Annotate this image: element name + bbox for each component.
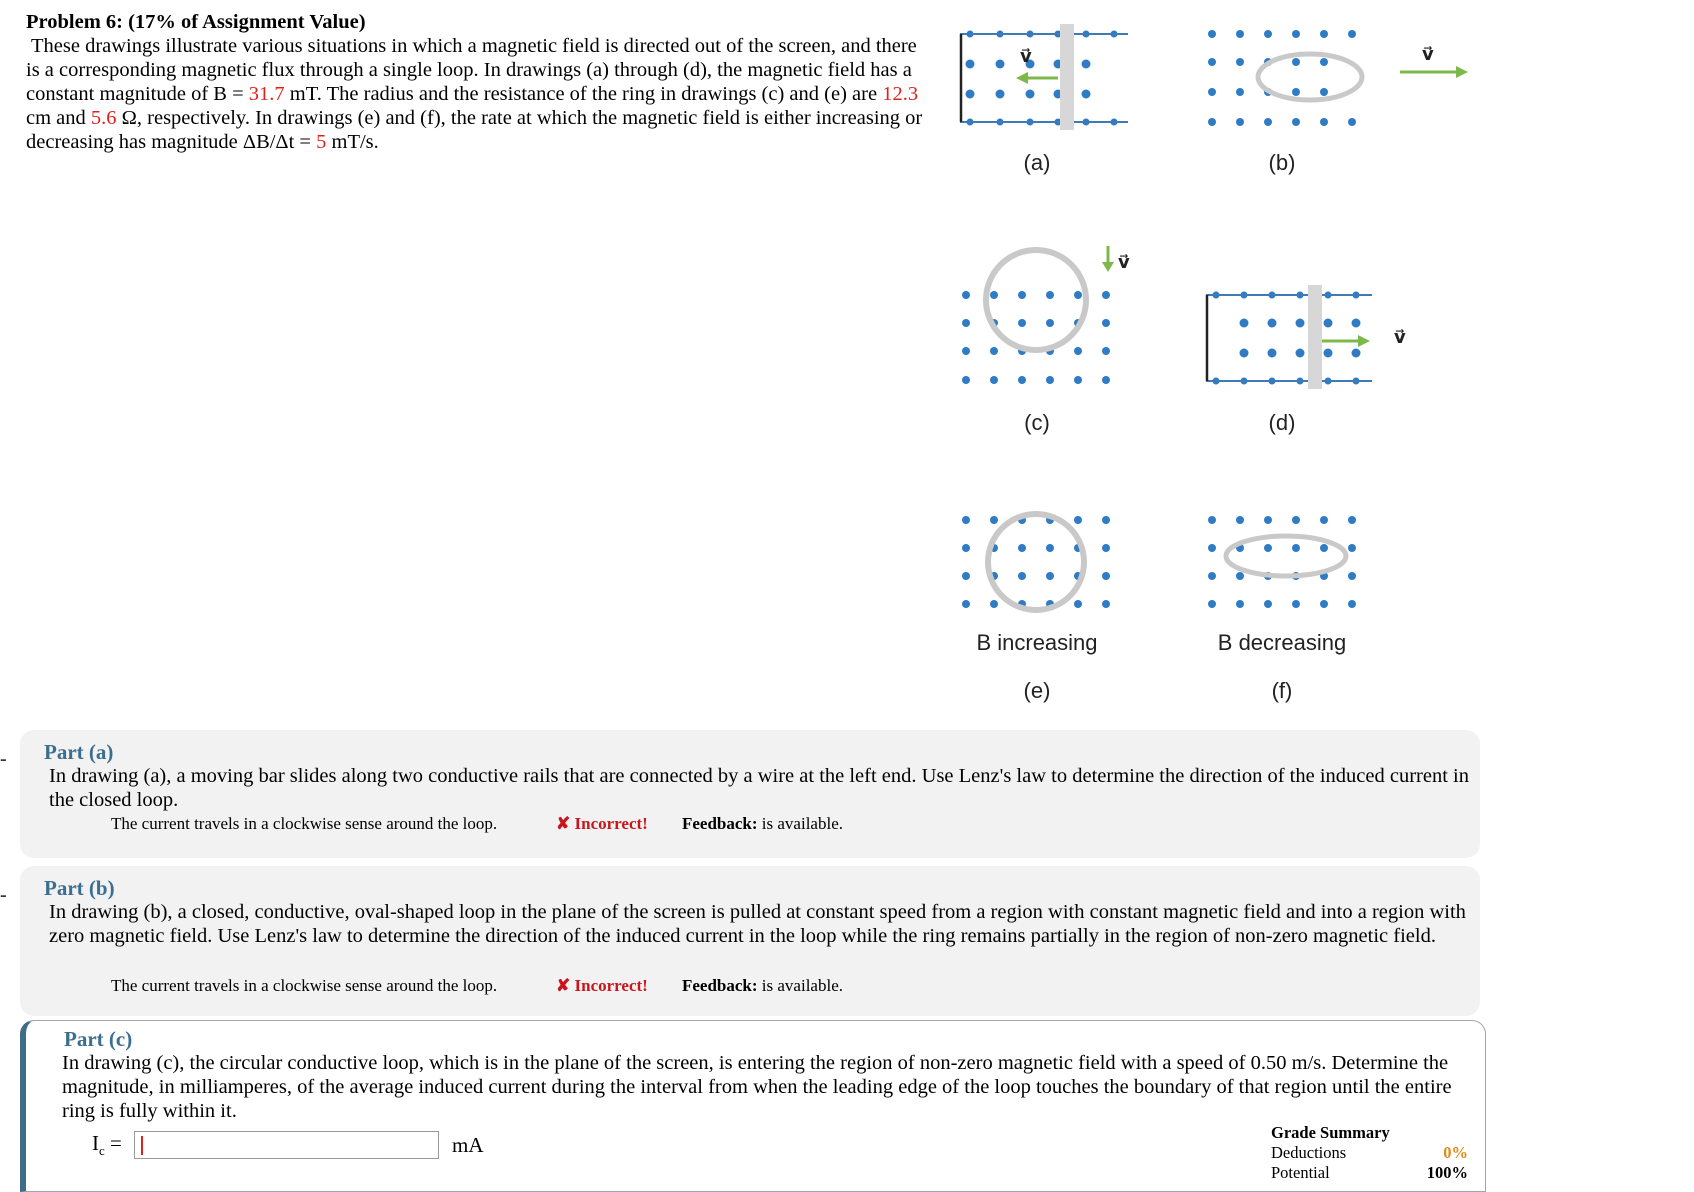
part-c-title: Part (c): [64, 1027, 133, 1051]
figure-d: [1204, 285, 1434, 390]
label-e: (e): [1023, 678, 1051, 703]
part-b-status: ✘ Incorrect!: [556, 976, 648, 995]
part-b-question: In drawing (b), a closed, conductive, oval-shaped loop in the plane of the screen is pulled at constant speed from a region with constant magnetic field and into a region with zero magnetic field. Use Lenz's law to determine the direction of the induced current in the loop while the ring remains partially in the region of non-zero magnetic field.: [49, 901, 1466, 947]
problem-text: These drawings illustrate various situations in which a magnetic field is directed out of the screen, and there is a corresponding magnetic flux through a single loop. In drawings (a) through (d), the magnetic field has a constant magnitude of B = 31.7 mT. The radius and the resistance of the ring in drawings (c) and (e) are 12.3 cm and 5.6 Ω, respectively. In drawings (e) and (f), the rate at which the magnetic field is either increasing or decreasing has magnitude ΔB/Δt = 5 mT/s.: [26, 35, 923, 153]
figure-f: [1200, 508, 1380, 618]
figure-e: [958, 508, 1138, 618]
collapse-toggle-b[interactable]: -: [0, 884, 7, 906]
figure-a: [958, 22, 1138, 132]
part-a-status: ✘ Incorrect!: [556, 814, 648, 833]
resistance-value: 5.6: [90, 107, 117, 129]
part-b-title: Part (b): [44, 876, 115, 900]
part-b: [0, 866, 1480, 1016]
svg-text:v⃗: v⃗: [1422, 44, 1434, 64]
part-a-title: Part (a): [44, 740, 114, 764]
part-b-feedback[interactable]: Feedback: is available.: [682, 976, 843, 995]
b-value: 31.7: [248, 83, 285, 105]
figure-b: [1200, 22, 1480, 132]
deductions-value: 0%: [1443, 1143, 1468, 1162]
grade-summary-title: Grade Summary: [1271, 1123, 1390, 1142]
label-d: (d): [1268, 410, 1296, 435]
label-f: (f): [1271, 678, 1293, 703]
collapse-toggle-a[interactable]: -: [0, 748, 7, 770]
svg-text:v⃗: v⃗: [1394, 327, 1406, 347]
note-f: B decreasing: [1217, 630, 1347, 655]
deductions-label: Deductions: [1271, 1143, 1347, 1162]
part-a: [0, 730, 1480, 858]
note-e: B increasing: [976, 630, 1098, 655]
part-c: [20, 1020, 1486, 1192]
rate-value: 5: [316, 131, 327, 153]
label-b: (b): [1268, 150, 1296, 175]
problem-statement: [26, 10, 926, 154]
field-dots-e: [962, 516, 1110, 608]
part-a-answer: The current travels in a clockwise sense around the loop.: [111, 814, 498, 833]
svg-text:v⃗: v⃗: [1020, 46, 1032, 66]
label-c: (c): [1024, 410, 1050, 435]
field-dots-d: [1213, 292, 1361, 385]
part-a-question: In drawing (a), a moving bar slides along two conductive rails that are connected by a wire at the left end. Use Lenz's law to determine the direction of the induced current in the closed loop.: [49, 765, 1469, 811]
part-c-question: In drawing (c), the circular conductive loop, which is in the plane of the screen, is entering the region of non-zero magnetic field with a speed of 0.50 m/s. Determine the magnitude, in milliamperes, of the average induced current during the interval from when the leading edge of the loop touches the boundary of that region until the entire ring is fully within it.: [62, 1052, 1452, 1122]
current-answer-input[interactable]: [134, 1131, 439, 1159]
svg-text:v⃗: v⃗: [1118, 252, 1130, 272]
radius-value: 12.3: [882, 83, 919, 105]
field-dots-b: [1208, 30, 1356, 126]
unit-label: mA: [452, 1133, 484, 1157]
label-a: (a): [1023, 150, 1051, 175]
grade-summary: [1271, 1123, 1486, 1183]
text-caret: [141, 1136, 143, 1155]
part-a-feedback[interactable]: Feedback: is available.: [682, 814, 843, 833]
potential-value: 100%: [1426, 1163, 1468, 1182]
part-b-answer: The current travels in a clockwise sense around the loop.: [111, 976, 498, 995]
problem-title: Problem 6: (17% of Assignment Value): [26, 11, 366, 33]
current-input-label: $I_c$ =: [92, 1131, 122, 1159]
figure-c: [958, 240, 1138, 390]
potential-label: Potential: [1271, 1163, 1330, 1182]
